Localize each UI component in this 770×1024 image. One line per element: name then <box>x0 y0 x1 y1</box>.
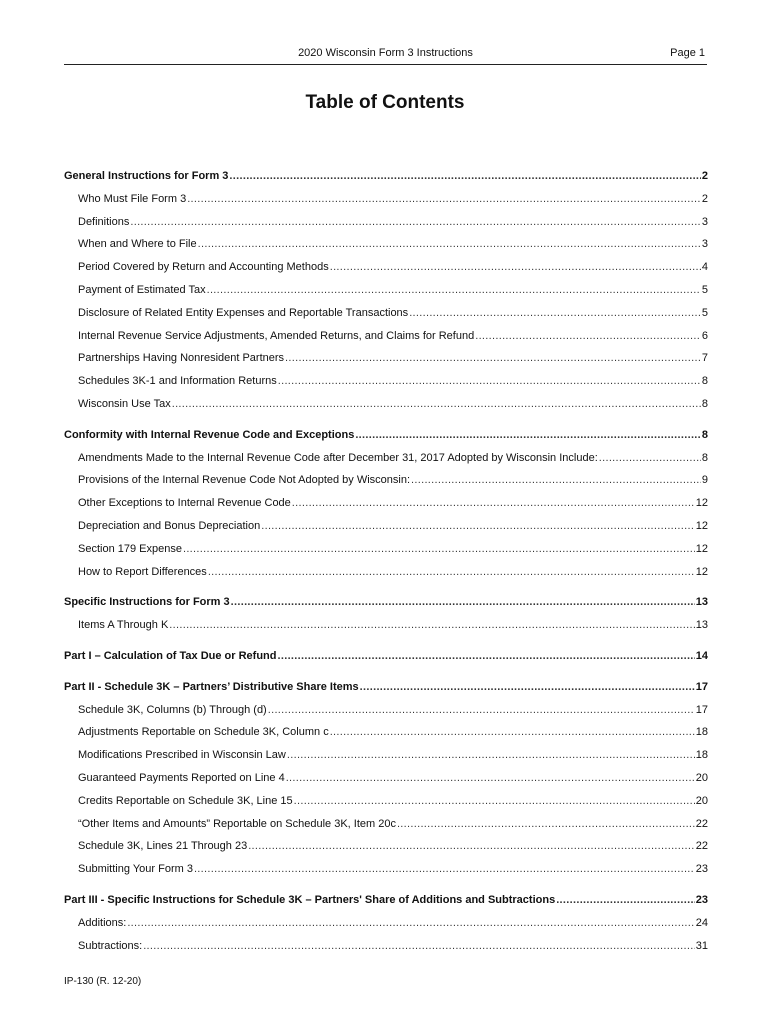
toc-entry[interactable] <box>64 749 708 772</box>
toc-entry[interactable] <box>64 772 708 795</box>
toc-entry-page: 23 <box>695 893 708 906</box>
toc-entry-page: 8 <box>701 428 708 441</box>
toc-section-entry[interactable] <box>64 681 708 704</box>
dot-leader <box>143 940 695 952</box>
dot-leader <box>411 474 701 486</box>
dot-leader <box>130 216 701 228</box>
toc-entry[interactable] <box>64 216 708 239</box>
toc-entry-label: Subtractions: <box>78 939 143 952</box>
dot-leader <box>207 284 701 296</box>
toc-entry-label: Wisconsin Use Tax <box>78 397 171 410</box>
toc-entry[interactable] <box>64 284 708 307</box>
toc-entry[interactable] <box>64 474 708 497</box>
toc-entry-page: 31 <box>695 939 708 952</box>
dot-leader <box>261 520 695 532</box>
dot-leader <box>172 398 701 410</box>
toc-entry-page: 7 <box>701 352 708 365</box>
toc-entry-page: 5 <box>701 306 708 319</box>
dot-leader <box>409 307 701 319</box>
toc-entry-page: 12 <box>695 565 708 578</box>
toc-entry-label: Credits Reportable on Schedule 3K, Line 15 <box>78 794 293 807</box>
toc-entry-label: Specific Instructions for Form 3 <box>64 596 230 609</box>
toc-entry-label: Modifications Prescribed in Wisconsin Law <box>78 749 286 762</box>
toc-entry-page: 22 <box>695 840 708 853</box>
toc-title: Table of Contents <box>305 92 465 113</box>
dot-leader <box>183 543 695 555</box>
dot-leader <box>268 704 695 716</box>
toc-entry-page: 18 <box>695 726 708 739</box>
dot-leader <box>278 375 701 387</box>
toc-entry-label: Items A Through K <box>78 619 169 632</box>
toc-entry-page: 17 <box>695 703 708 716</box>
toc-entry-label: Adjustments Reportable on Schedule 3K, Column c <box>78 726 329 739</box>
toc-entry[interactable] <box>64 795 708 818</box>
toc-entry-page: 4 <box>701 261 708 274</box>
toc-entry[interactable] <box>64 330 708 353</box>
toc-entry-label: How to Report Differences <box>78 565 207 578</box>
toc-entry-page: 23 <box>695 863 708 876</box>
toc-entry[interactable] <box>64 193 708 216</box>
dot-leader <box>330 726 695 738</box>
toc-entry-page: 12 <box>695 497 708 510</box>
dot-leader <box>248 840 695 852</box>
toc-section-entry[interactable] <box>64 596 708 619</box>
dot-leader <box>169 619 694 631</box>
toc-entry[interactable] <box>64 520 708 543</box>
toc-entry-label: Partnerships Having Nonresident Partners <box>78 352 285 365</box>
toc-entry-page: 24 <box>695 916 708 929</box>
toc-entry-page: 20 <box>695 794 708 807</box>
toc-entry[interactable] <box>64 543 708 566</box>
dot-leader <box>292 497 695 509</box>
toc-entry-page: 17 <box>695 680 708 693</box>
toc-entry-label: Schedule 3K, Lines 21 Through 23 <box>78 840 248 853</box>
toc-entry[interactable] <box>64 566 708 589</box>
toc-entry-label: Amendments Made to the Internal Revenue Code after December 31, 2017 Adopted by Wisconsin Include: <box>78 451 598 464</box>
toc-entry[interactable] <box>64 375 708 398</box>
toc-entry-page: 20 <box>695 771 708 784</box>
toc-entry-label: Submitting Your Form 3 <box>78 863 193 876</box>
toc-entry-page: 2 <box>701 192 708 205</box>
toc-entry[interactable] <box>64 726 708 749</box>
page-header <box>64 44 707 64</box>
table-of-contents <box>64 170 708 962</box>
dot-leader <box>360 681 695 693</box>
toc-entry-label: Provisions of the Internal Revenue Code Not Adopted by Wisconsin: <box>78 474 411 487</box>
toc-entry-page: 6 <box>701 329 708 342</box>
dot-leader <box>194 863 695 875</box>
toc-entry-label: Definitions <box>78 215 130 228</box>
toc-entry[interactable] <box>64 238 708 261</box>
toc-entry[interactable] <box>64 704 708 727</box>
dot-leader <box>127 917 694 929</box>
toc-entry-label: Depreciation and Bonus Depreciation <box>78 519 261 532</box>
dot-leader <box>278 650 695 662</box>
toc-entry[interactable] <box>64 452 708 475</box>
toc-section-entry[interactable] <box>64 429 708 452</box>
toc-entry-page: 3 <box>701 238 708 251</box>
toc-entry-page: 8 <box>701 451 708 464</box>
toc-entry[interactable] <box>64 352 708 375</box>
toc-entry[interactable] <box>64 940 708 963</box>
toc-entry-label: General Instructions for Form 3 <box>64 170 229 182</box>
toc-entry-label: Other Exceptions to Internal Revenue Code <box>78 497 291 510</box>
toc-entry-label: Additions: <box>78 916 127 929</box>
dot-leader <box>231 596 695 608</box>
dot-leader <box>229 170 700 182</box>
toc-section-entry[interactable] <box>64 170 708 193</box>
dot-leader <box>287 749 695 761</box>
document-title: 2020 Wisconsin Form 3 Instructions <box>298 47 473 59</box>
toc-section-entry[interactable] <box>64 894 708 917</box>
toc-entry[interactable] <box>64 261 708 284</box>
toc-entry-page: 22 <box>695 817 708 830</box>
dot-leader <box>187 193 701 205</box>
toc-entry-page: 8 <box>701 397 708 410</box>
dot-leader <box>599 452 701 464</box>
toc-entry-page: 13 <box>695 619 708 632</box>
toc-entry-page: 3 <box>701 215 708 228</box>
dot-leader <box>286 772 695 784</box>
toc-entry-label: Guaranteed Payments Reported on Line 4 <box>78 771 285 784</box>
dot-leader <box>198 238 701 250</box>
dot-leader <box>556 894 695 906</box>
dot-leader <box>475 330 701 342</box>
toc-entry-label: Disclosure of Related Entity Expenses and Reportable Transactions <box>78 306 409 319</box>
toc-entry-label: “Other Items and Amounts” Reportable on Schedule 3K, Item 20c <box>78 817 396 830</box>
page-number: Page 1 <box>670 47 705 59</box>
toc-entry-page: 18 <box>695 749 708 762</box>
toc-entry-label: Payment of Estimated Tax <box>78 283 206 296</box>
dot-leader <box>294 795 695 807</box>
toc-entry-page: 12 <box>695 519 708 532</box>
toc-entry-page: 5 <box>701 283 708 296</box>
toc-entry-page: 8 <box>701 375 708 388</box>
dot-leader <box>285 352 701 364</box>
toc-entry-label: Schedules 3K-1 and Information Returns <box>78 375 277 388</box>
toc-entry-page: 12 <box>695 542 708 555</box>
toc-entry[interactable] <box>64 863 708 886</box>
dot-leader <box>397 818 695 830</box>
toc-entry[interactable] <box>64 619 708 642</box>
toc-entry[interactable] <box>64 307 708 330</box>
toc-entry[interactable] <box>64 398 708 421</box>
toc-entry-label: Who Must File Form 3 <box>78 192 187 205</box>
dot-leader <box>330 261 701 273</box>
form-id: IP-130 (R. 12-20) <box>64 976 142 987</box>
toc-entry-label: Period Covered by Return and Accounting Methods <box>78 261 329 274</box>
toc-entry-label: When and Where to File <box>78 238 197 251</box>
toc-entry[interactable] <box>64 840 708 863</box>
header-rule <box>64 64 707 65</box>
toc-entry-page: 2 <box>701 170 708 182</box>
toc-entry-label: Part III - Specific Instructions for Schedule 3K – Partners' Share of Additions and Subtractions <box>64 893 556 906</box>
toc-entry-label: Part II - Schedule 3K – Partners’ Distributive Share Items <box>64 680 359 693</box>
dot-leader <box>208 566 695 578</box>
dot-leader <box>355 429 701 441</box>
toc-entry[interactable] <box>64 917 708 940</box>
toc-section-entry[interactable] <box>64 650 708 673</box>
toc-entry-label: Conformity with Internal Revenue Code and Exceptions <box>64 428 355 441</box>
toc-entry-label: Section 179 Expense <box>78 542 182 555</box>
toc-entry-page: 13 <box>695 596 708 609</box>
toc-entry[interactable] <box>64 497 708 520</box>
toc-entry-label: Internal Revenue Service Adjustments, Amended Returns, and Claims for Refund <box>78 329 475 342</box>
toc-entry[interactable] <box>64 818 708 841</box>
toc-entry-page: 14 <box>695 649 708 662</box>
toc-entry-label: Part I – Calculation of Tax Due or Refund <box>64 649 277 662</box>
toc-entry-page: 9 <box>701 474 708 487</box>
toc-entry-label: Schedule 3K, Columns (b) Through (d) <box>78 703 267 716</box>
